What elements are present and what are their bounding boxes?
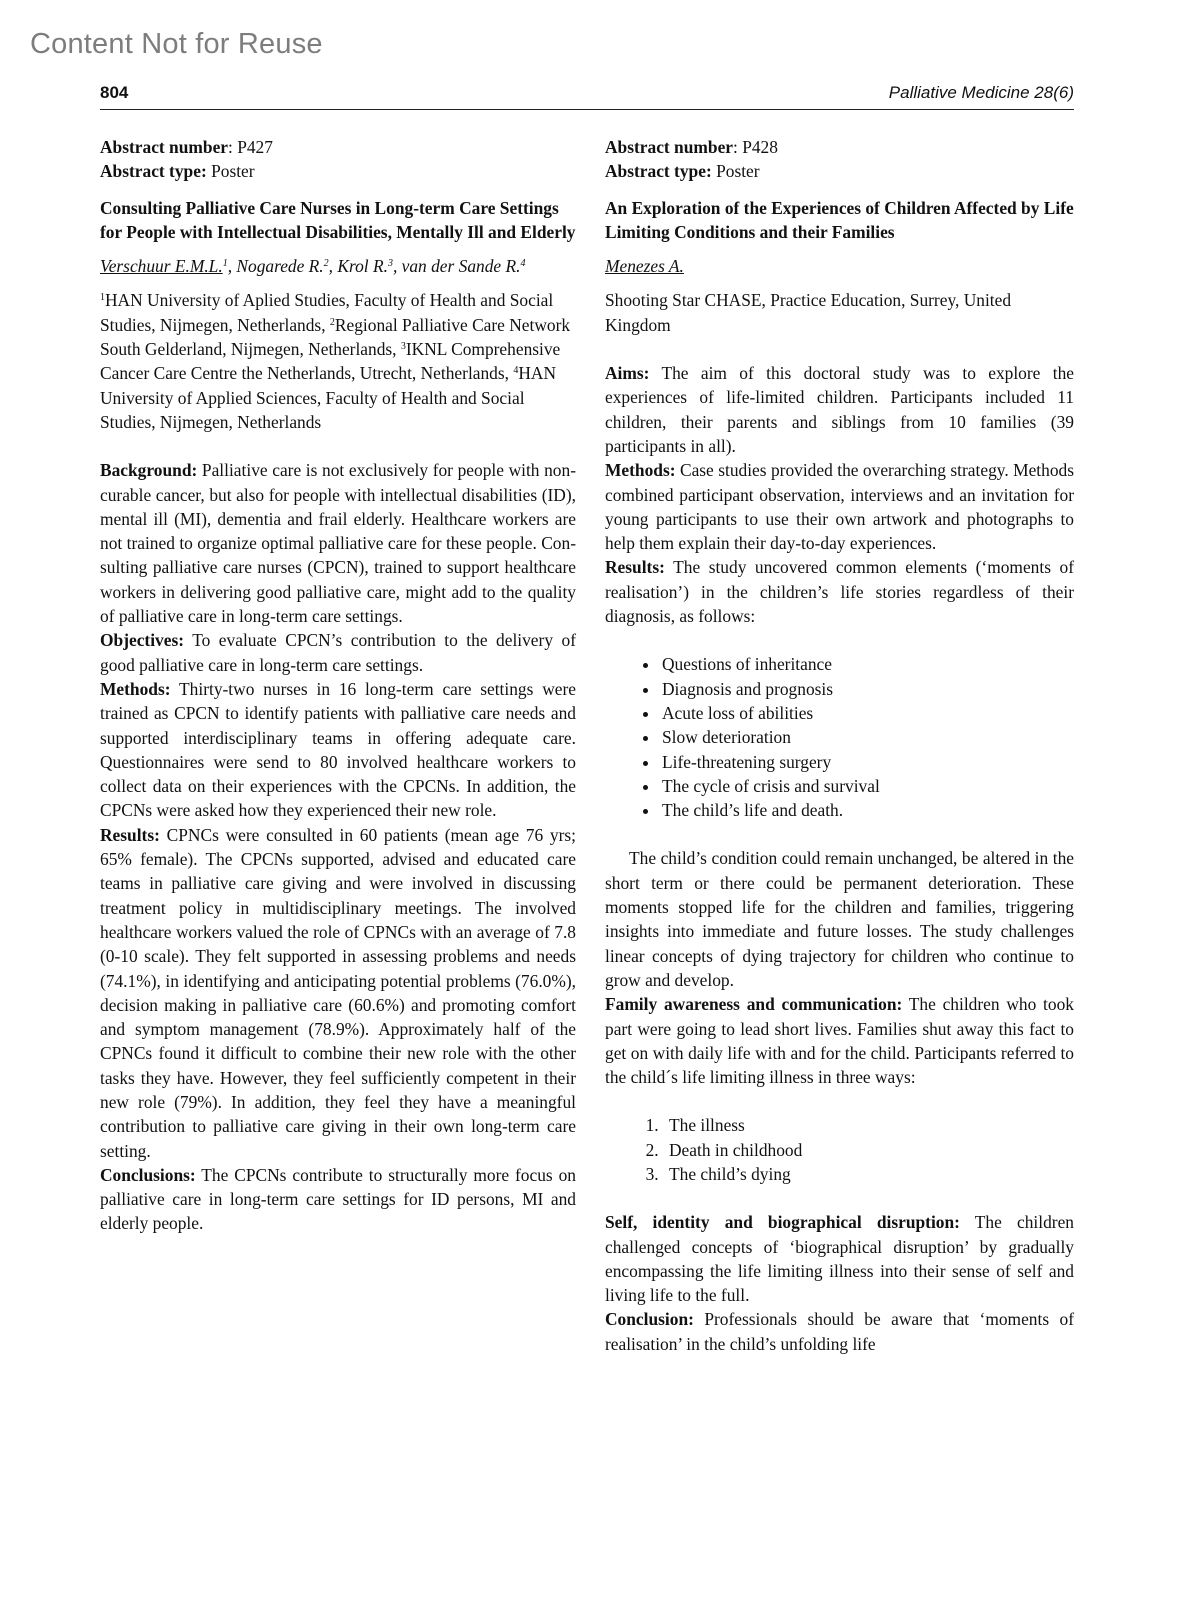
list-item: • Questions of inheritance [660,652,1074,676]
moments-list [605,652,1074,822]
section-methods: Methods: Case studies provided the overarching strategy. Methods combined participant observation, interviews and an invitation for young participants to use their own artwork and photographs to help them explain their day-to-day experiences. [605,460,1074,554]
section-self-identity: Self, identity and biographical disruption: The children challenged concepts of ‘biographical disruption’ by gradually encompassing the life limiting illness into their sense of self and living life to the full. [605,1212,1075,1306]
section-objectives: Objectives: To evaluate CPCN’s contribution to the delivery of good palliative care in long-term care settings. [100,630,576,675]
first-author: Menezes A. [605,256,684,277]
affiliations: Shooting Star CHASE, Practice Education, Surrey, United Kingdom [605,290,1012,335]
author-list: Verschuur E.M.L.$^1$, Nogarede R.$^2$, Krol R.$^3$, van der Sande R.$^4$ [100,256,526,277]
abstract-number: Abstract number: P428 [605,137,778,157]
section-conclusion: Conclusion: Professionals should be aware that ‘moments of realisation’ in the child’s unfolding life [605,1309,1074,1354]
watermark: Content Not for Reuse [30,28,323,60]
section-family-awareness: Family awareness and communication: The children who took part were going to lead short lives. Families shut away this fact to get on with daily life with and for the child. Participants referred to the child´s life limiting illness in three ways: [605,994,1074,1088]
first-author: Verschuur E.M.L. [100,256,223,277]
abstract-number: Abstract number: P427 [100,137,273,157]
section-results: Results: The study uncovered common elements (‘moments of realisation’) in the children’s life stories regardless of their diagnosis, as follows: [605,557,1074,627]
section-methods: Methods: Thirty-two nurses in 16 long-term care settings were trained as CPCN to identify patients with palliative care needs and supported interdisciplinary teams in offering adequate care. Questionnaires were send to 80 involved healthcare workers to collect data on their experiences with the CPCNs. In addition, the CPCNs were asked how they experienced their new role. [100,678,576,821]
illness-ways-list [605,1113,1074,1186]
abstract-type: Abstract type: Poster [100,161,255,182]
section-results: Results: CPNCs were consulted in 60 patients (mean age 76 yrs; 65% female). The CPCNs supported, advised and educated care teams in palliative care giving and were involved in discussing treatment policy in multidisciplinary meetings. The involved healthcare workers valued the role of CPNCs with an average of 7.8 (0-10 scale). They felt supported in assessing problems and needs (74.1%), in identifying and anticipating potential problems (76.0%), decision making in palliative care (60.6%) and promoting comfort and symptom management (78.9%). Approximately half of the CPNCs found it difficult to combine their new role with the other tasks they have. However, they feel sufficiently competent in their new role (79%). In addition, they feel they have a meaningful contribution to palliative care giving in their own long-term care setting. [100,824,576,1161]
list-item: 1. The illness [663,1113,1074,1137]
abstract-title: An Exploration of the Experiences of Children Affected by Life Limiting Conditions and their Families [605,197,1074,242]
running-head [100,81,1074,110]
abstract-p428 [605,135,1074,1356]
journal-citation: Palliative Medicine 28(6) [888,83,1074,102]
section-aims: Aims: The aim of this doctoral study was to explore the experiences of life-limited children. Participants included 11 children, their parents and siblings from 10 families (39 participants in all). [605,363,1074,456]
section-background: Background: Palliative care is not exclusively for people with non-curable cancer, but also for people with intellectual disabilities (ID), mental ill (MI), dementia and frail elderly. Healthcare workers are not trained to organize optimal palliative care for these people. Consulting palliative care nurses (CPCN), trained to support healthcare workers in delivering good palliative care, might add to the quality of palliative care in long-term care settings. [100,460,576,627]
list-item: 3. The child’s dying [663,1162,1074,1186]
section-conclusions: Conclusions: The CPCNs contribute to structurally more focus on palliative care in long-term care settings for ID persons, MI and elderly people. [100,1164,576,1234]
page-number: 804 [100,83,129,102]
affiliations: $^1$HAN University of Aplied Studies, Faculty of Health and Social Studies, Nijmegen, Netherlands, $^2$Regional Palliative Care Network South Gelderland, Nijmegen, Netherlands, $^3$IKNL Comprehensive Cancer Care Centre the Netherlands, Utrecht, Netherlands, $^4$HAN University of Applied Sciences, Faculty of Health and Social Studies, Nijmegen, Netherlands [100,290,571,432]
abstract-type: Abstract type: Poster [605,161,760,182]
list-item: • Life-threatening surgery [660,750,1074,774]
list-item: • Slow deterioration [660,725,1074,749]
author-list [605,254,1074,278]
list-item: 2. Death in childhood [663,1138,1074,1162]
list-item: • Acute loss of abilities [660,701,1074,725]
paragraph-condition: The child’s condition could remain unchanged, be altered in the short term or there could be permanent deterioration. These moments stopped life for the children and families, triggering insights into immediate and future losses. The study challenges linear concepts of dying trajectory for children who continue to grow and develop. [605,848,1074,990]
list-item: • The child’s life and death. [660,798,1074,822]
abstract-title: Consulting Palliative Care Nurses in Long-term Care Settings for People with Intellectual Disabilities, Mentally Ill and Elderly [100,197,576,242]
abstract-p427 [100,135,576,1236]
list-item: • The cycle of crisis and survival [660,774,1074,798]
list-item: • Diagnosis and prognosis [660,677,1074,701]
